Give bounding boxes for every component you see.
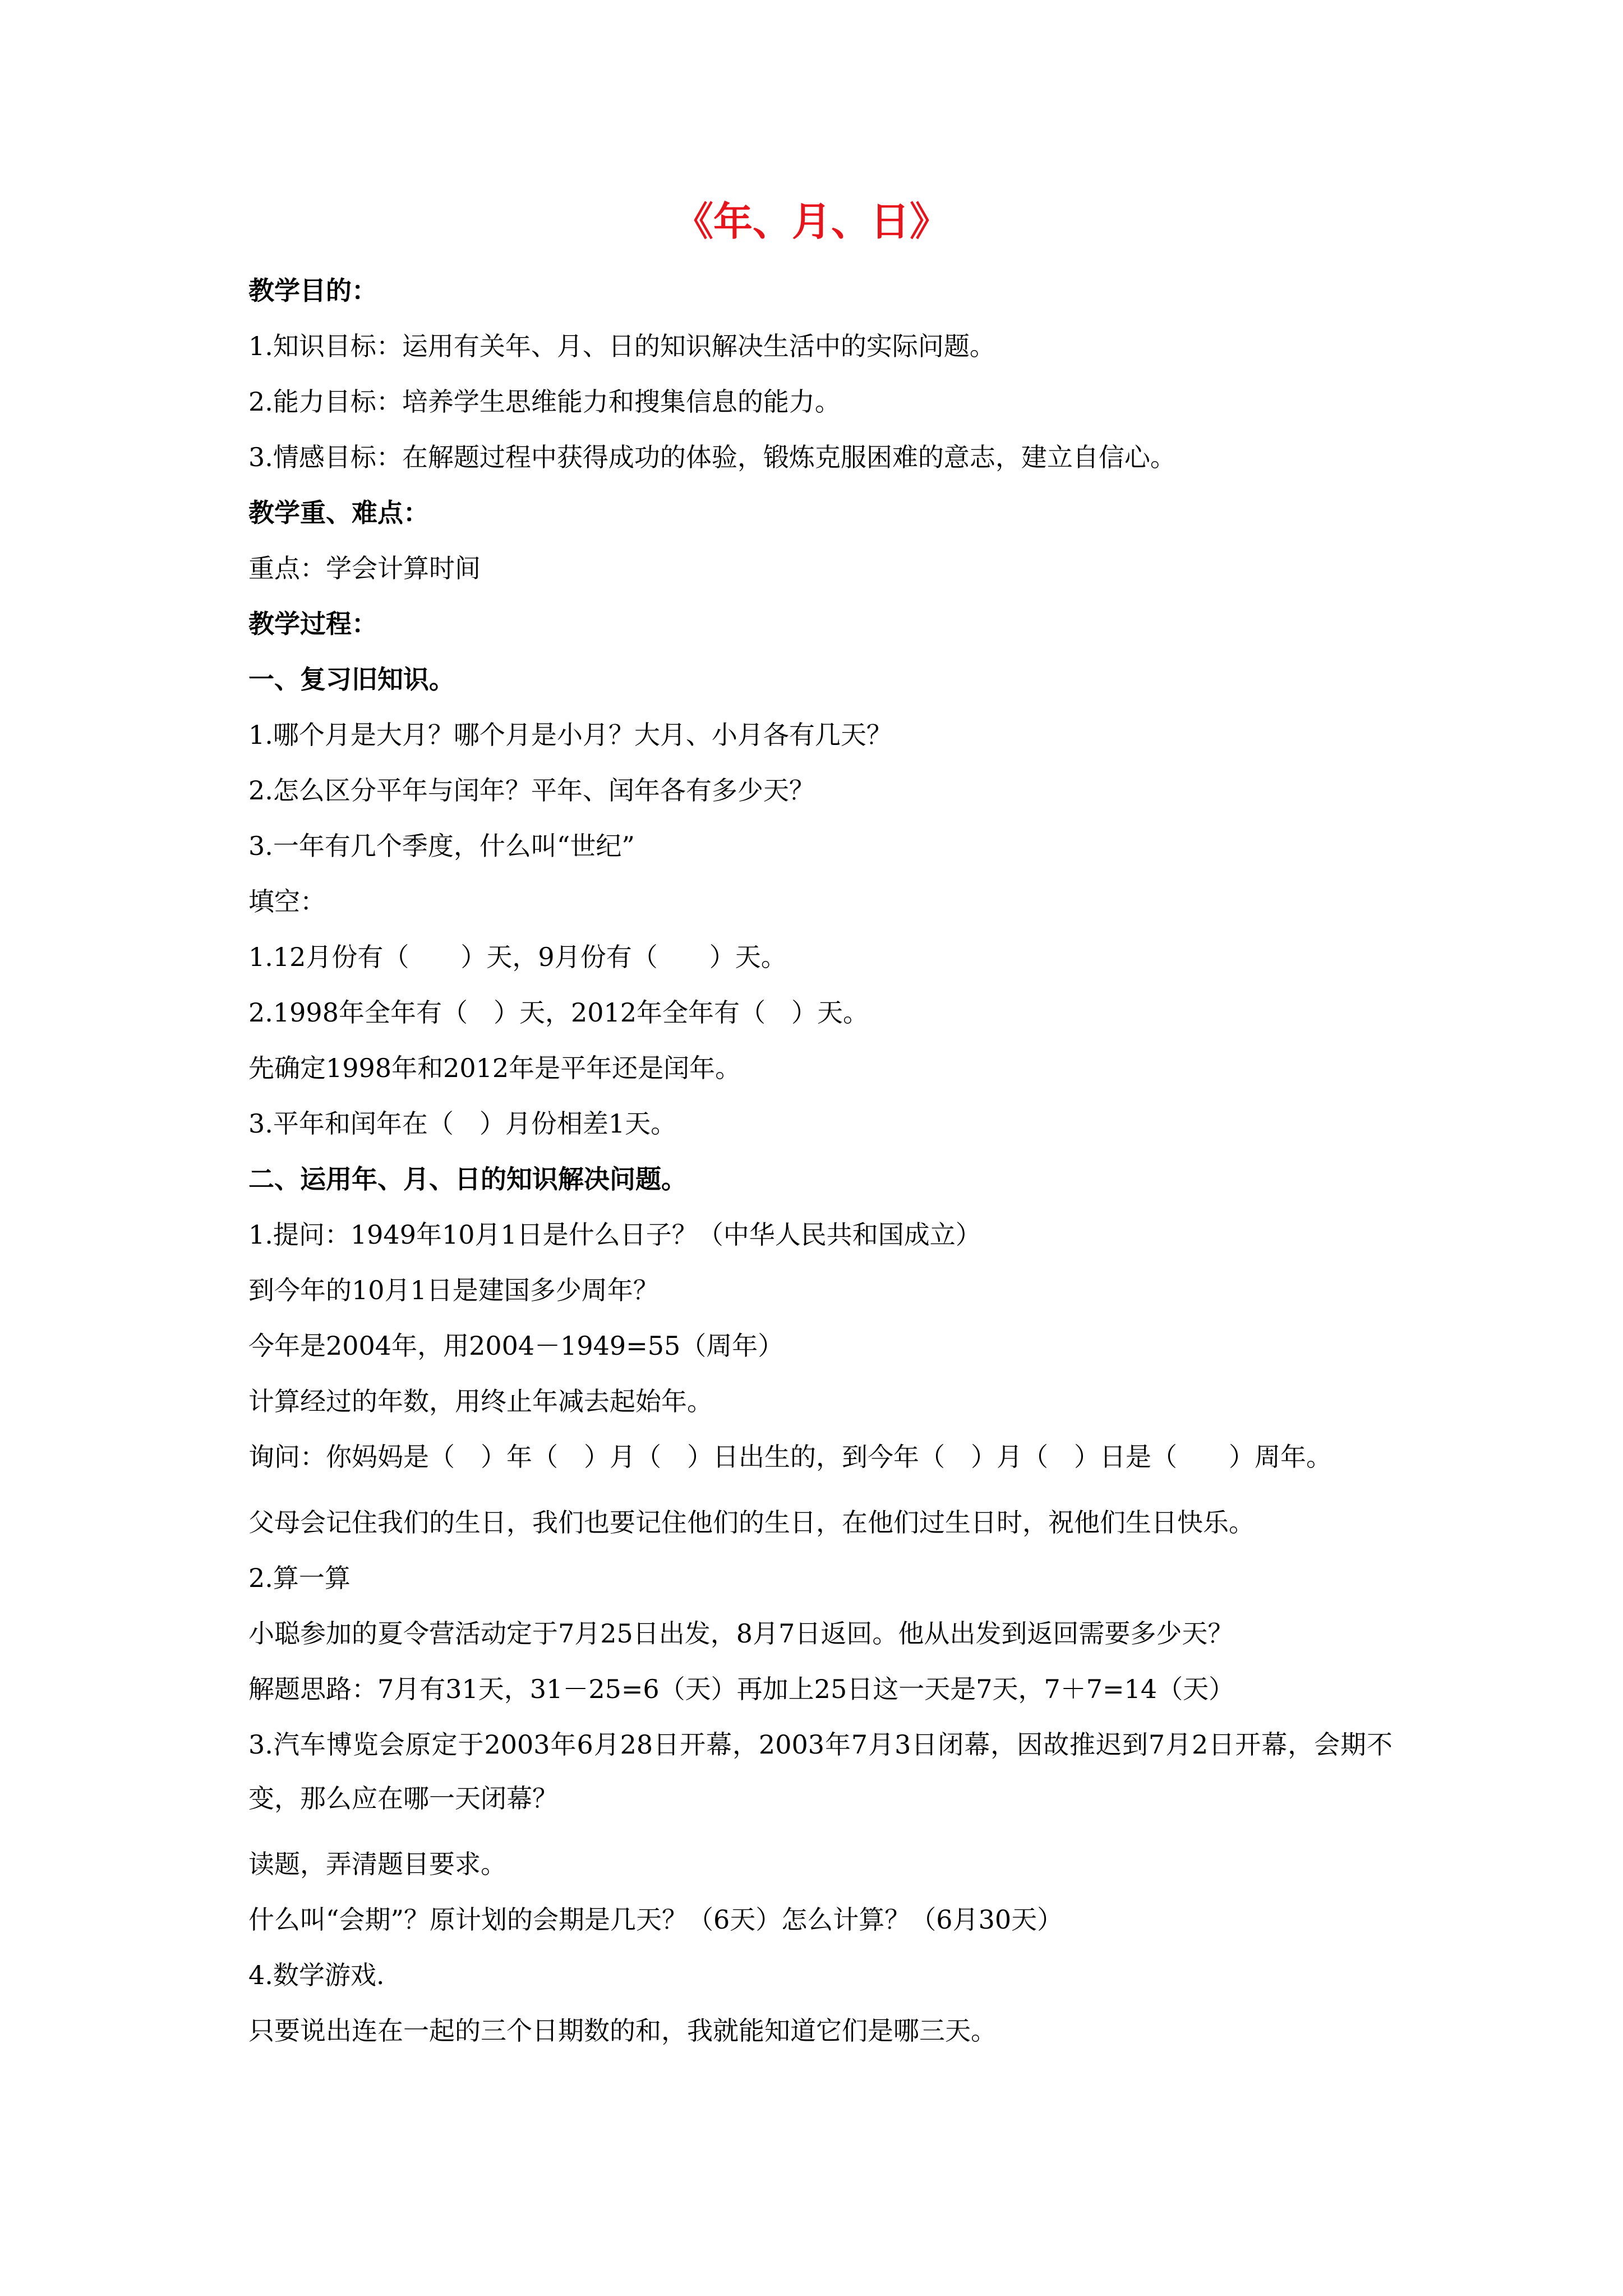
paragraph-emotion-objective: 3.情感目标：在解题过程中获得成功的体验，锻炼克服困难的意志，建立自信心。 [248,442,1176,472]
paragraph-read-question: 读题，弄清题目要求。 [248,1849,506,1879]
paragraph-calc-heading: 2.算一算 [248,1563,351,1593]
paragraph-mother-birthday [248,1430,1393,1484]
paragraph-parents-birthday: 父母会记住我们的生日，我们也要记住他们的生日，在他们过生日时，祝他们生日快乐。 [248,1507,1255,1538]
paragraph-key-point: 重点：学会计算时间 [248,553,481,583]
paragraph-ability-objective: 2.能力目标：培养学生思维能力和搜集信息的能力。 [248,386,841,417]
paragraph-review-q1: 1.哪个月是大月？哪个月是小月？大月、小月各有几天？ [248,720,892,750]
paragraph-anniversary-question: 到今年的10月1日是建国多少周年？ [248,1275,659,1305]
paragraph-session-question: 什么叫“会期”？原计划的会期是几天？（6天）怎么计算？（6月30天） [248,1904,1063,1935]
paragraph-review-q3: 3.一年有几个季度，什么叫“世纪” [248,831,635,861]
document-title: 《年、月、日》 [674,198,949,245]
section-heading-key-points: 教学重、难点： [248,498,429,528]
paragraph-review-q2: 2.怎么区分平年与闰年？平年、闰年各有多少天？ [248,775,815,806]
paragraph-summer-camp: 小聪参加的夏令营活动定于7月25日出发，8月7日返回。他从出发到返回需要多少天？ [248,1618,1234,1649]
subsection-heading-apply: 二、运用年、月、日的知识解决问题。 [248,1164,687,1194]
paragraph-math-game: 4.数学游戏. [248,1960,385,1990]
paragraph-game-rule: 只要说出连在一起的三个日期数的和，我就能知道它们是哪三天。 [248,2016,997,2046]
paragraph-fill-blank-1: 1.12月份有（ ）天，9月份有（ ）天。 [248,942,787,972]
paragraph-years-method: 计算经过的年数，用终止年减去起始年。 [248,1386,713,1416]
paragraph-leap-year-note: 先确定1998年和2012年是平年还是闰年。 [248,1053,741,1083]
paragraph-knowledge-objective: 1.知识目标：运用有关年、月、日的知识解决生活中的实际问题。 [248,331,995,361]
paragraph-fill-blank-label: 填空： [248,886,326,917]
paragraph-fill-blank-2: 2.1998年全年有（ ）天，2012年全年有（ ）天。 [248,997,869,1028]
paragraph-auto-expo [248,1718,1393,1825]
paragraph-mother-birthday-text: 询问：你妈妈是（ ）年（ ）月（ ）日出生的，到今年（ ）月（ ）日是（ ）周年。 [248,1442,1332,1472]
subsection-heading-review: 一、复习旧知识。 [248,664,455,694]
section-heading-process: 教学过程： [248,609,377,639]
paragraph-solution-idea: 解题思路：7月有31天，31－25=6（天）再加上25日这一天是7天，7＋7=14（天） [248,1674,1235,1704]
paragraph-apply-q1: 1.提问：1949年10月1日是什么日子？（中华人民共和国成立） [248,1220,981,1250]
paragraph-fill-blank-3: 3.平年和闰年在（ ）月份相差1天。 [248,1108,677,1139]
paragraph-anniversary-calc: 今年是2004年，用2004－1949=55（周年） [248,1331,784,1361]
section-heading-objectives: 教学目的： [248,275,377,306]
document-body [248,274,1393,2069]
paragraph-auto-expo-text: 3.汽车博览会原定于2003年6月28日开幕，2003年7月3日闭幕，因故推迟到7月2日开幕，会期不变，那么应在哪一天闭幕？ [248,1729,1393,1814]
